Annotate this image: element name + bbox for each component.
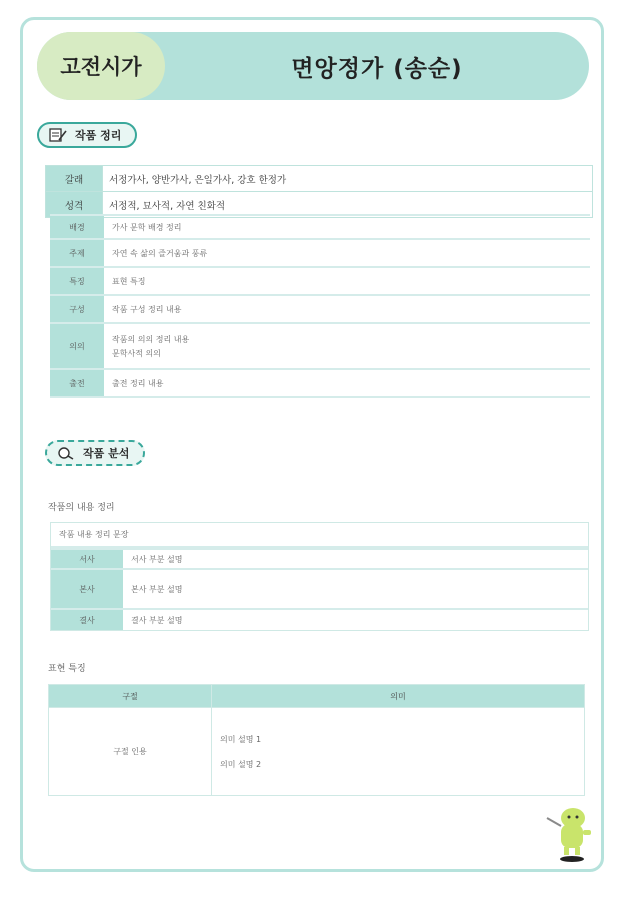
row-key: 의의 xyxy=(50,324,104,368)
row-key: 배경 xyxy=(50,216,104,238)
row-key: 갈래 xyxy=(46,166,103,192)
row-value: 표현 특징 xyxy=(112,276,146,286)
row-value: 서정적, 묘사적, 자연 친화적 xyxy=(103,192,593,218)
mascot-illustration xyxy=(545,804,597,864)
row-key: 서사 xyxy=(51,550,123,568)
content-box xyxy=(50,522,589,631)
row-value: 결사 부분 설명 xyxy=(131,615,183,625)
table-row xyxy=(46,166,593,192)
table-cell xyxy=(212,708,585,796)
row-value: 작품 구성 정리 내용 xyxy=(112,304,182,314)
row-key: 출전 xyxy=(50,370,104,396)
row-value: 출전 정리 내용 xyxy=(112,378,164,388)
section-label: 작품 분석 xyxy=(83,447,130,460)
row-value: 서정가사, 양반가사, 은일가사, 강호 한정가 xyxy=(103,166,593,192)
row-value: 가사 문학 배경 정리 xyxy=(112,222,182,232)
row-key: 성격 xyxy=(46,192,103,218)
table-row xyxy=(50,266,590,294)
list-item: 의미 설명 2 xyxy=(220,759,262,769)
row-key: 본사 xyxy=(51,570,123,608)
table-row xyxy=(50,322,590,368)
column-header: 의미 xyxy=(212,685,585,708)
notepad-pencil-icon xyxy=(49,128,67,142)
list-item: 의미 설명 1 xyxy=(220,734,262,744)
summary-table-continued xyxy=(50,214,590,398)
table-row xyxy=(50,238,590,266)
table-row xyxy=(50,294,590,322)
table-row xyxy=(51,548,588,568)
box-intro: 작품 내용 정리 문장 xyxy=(51,523,588,548)
table-row xyxy=(51,608,588,630)
row-key: 결사 xyxy=(51,610,123,630)
table-row xyxy=(50,214,590,238)
subsection-heading: 표현 특징 xyxy=(48,664,86,674)
section-header-summary xyxy=(37,122,137,148)
row-value: 자연 속 삶의 즐거움과 풍류 xyxy=(112,248,208,258)
row-key: 구성 xyxy=(50,296,104,322)
title-banner xyxy=(37,32,589,100)
row-value: 문학사적 의의 xyxy=(112,348,161,358)
column-header: 구절 xyxy=(49,685,212,708)
row-key: 주제 xyxy=(50,240,104,266)
table-row xyxy=(50,368,590,398)
row-key: 특징 xyxy=(50,268,104,294)
category-label: 고전시가 xyxy=(37,32,165,100)
subsection-heading: 작품의 내용 정리 xyxy=(48,503,115,513)
row-value: 작품의 의의 정리 내용 xyxy=(112,334,190,344)
summary-table xyxy=(45,165,593,218)
table-row xyxy=(51,568,588,608)
table-header-row xyxy=(49,685,585,708)
expression-table xyxy=(48,684,585,796)
table-row xyxy=(49,708,585,796)
row-value: 서사 부분 설명 xyxy=(131,554,183,564)
page-title: 면앙정가 (송순) xyxy=(291,55,463,82)
section-header-analysis xyxy=(45,440,145,466)
magnifier-icon xyxy=(57,446,75,460)
row-value: 본사 부분 설명 xyxy=(131,584,183,594)
section-label: 작품 정리 xyxy=(75,129,122,142)
table-cell: 구절 인용 xyxy=(49,708,212,796)
